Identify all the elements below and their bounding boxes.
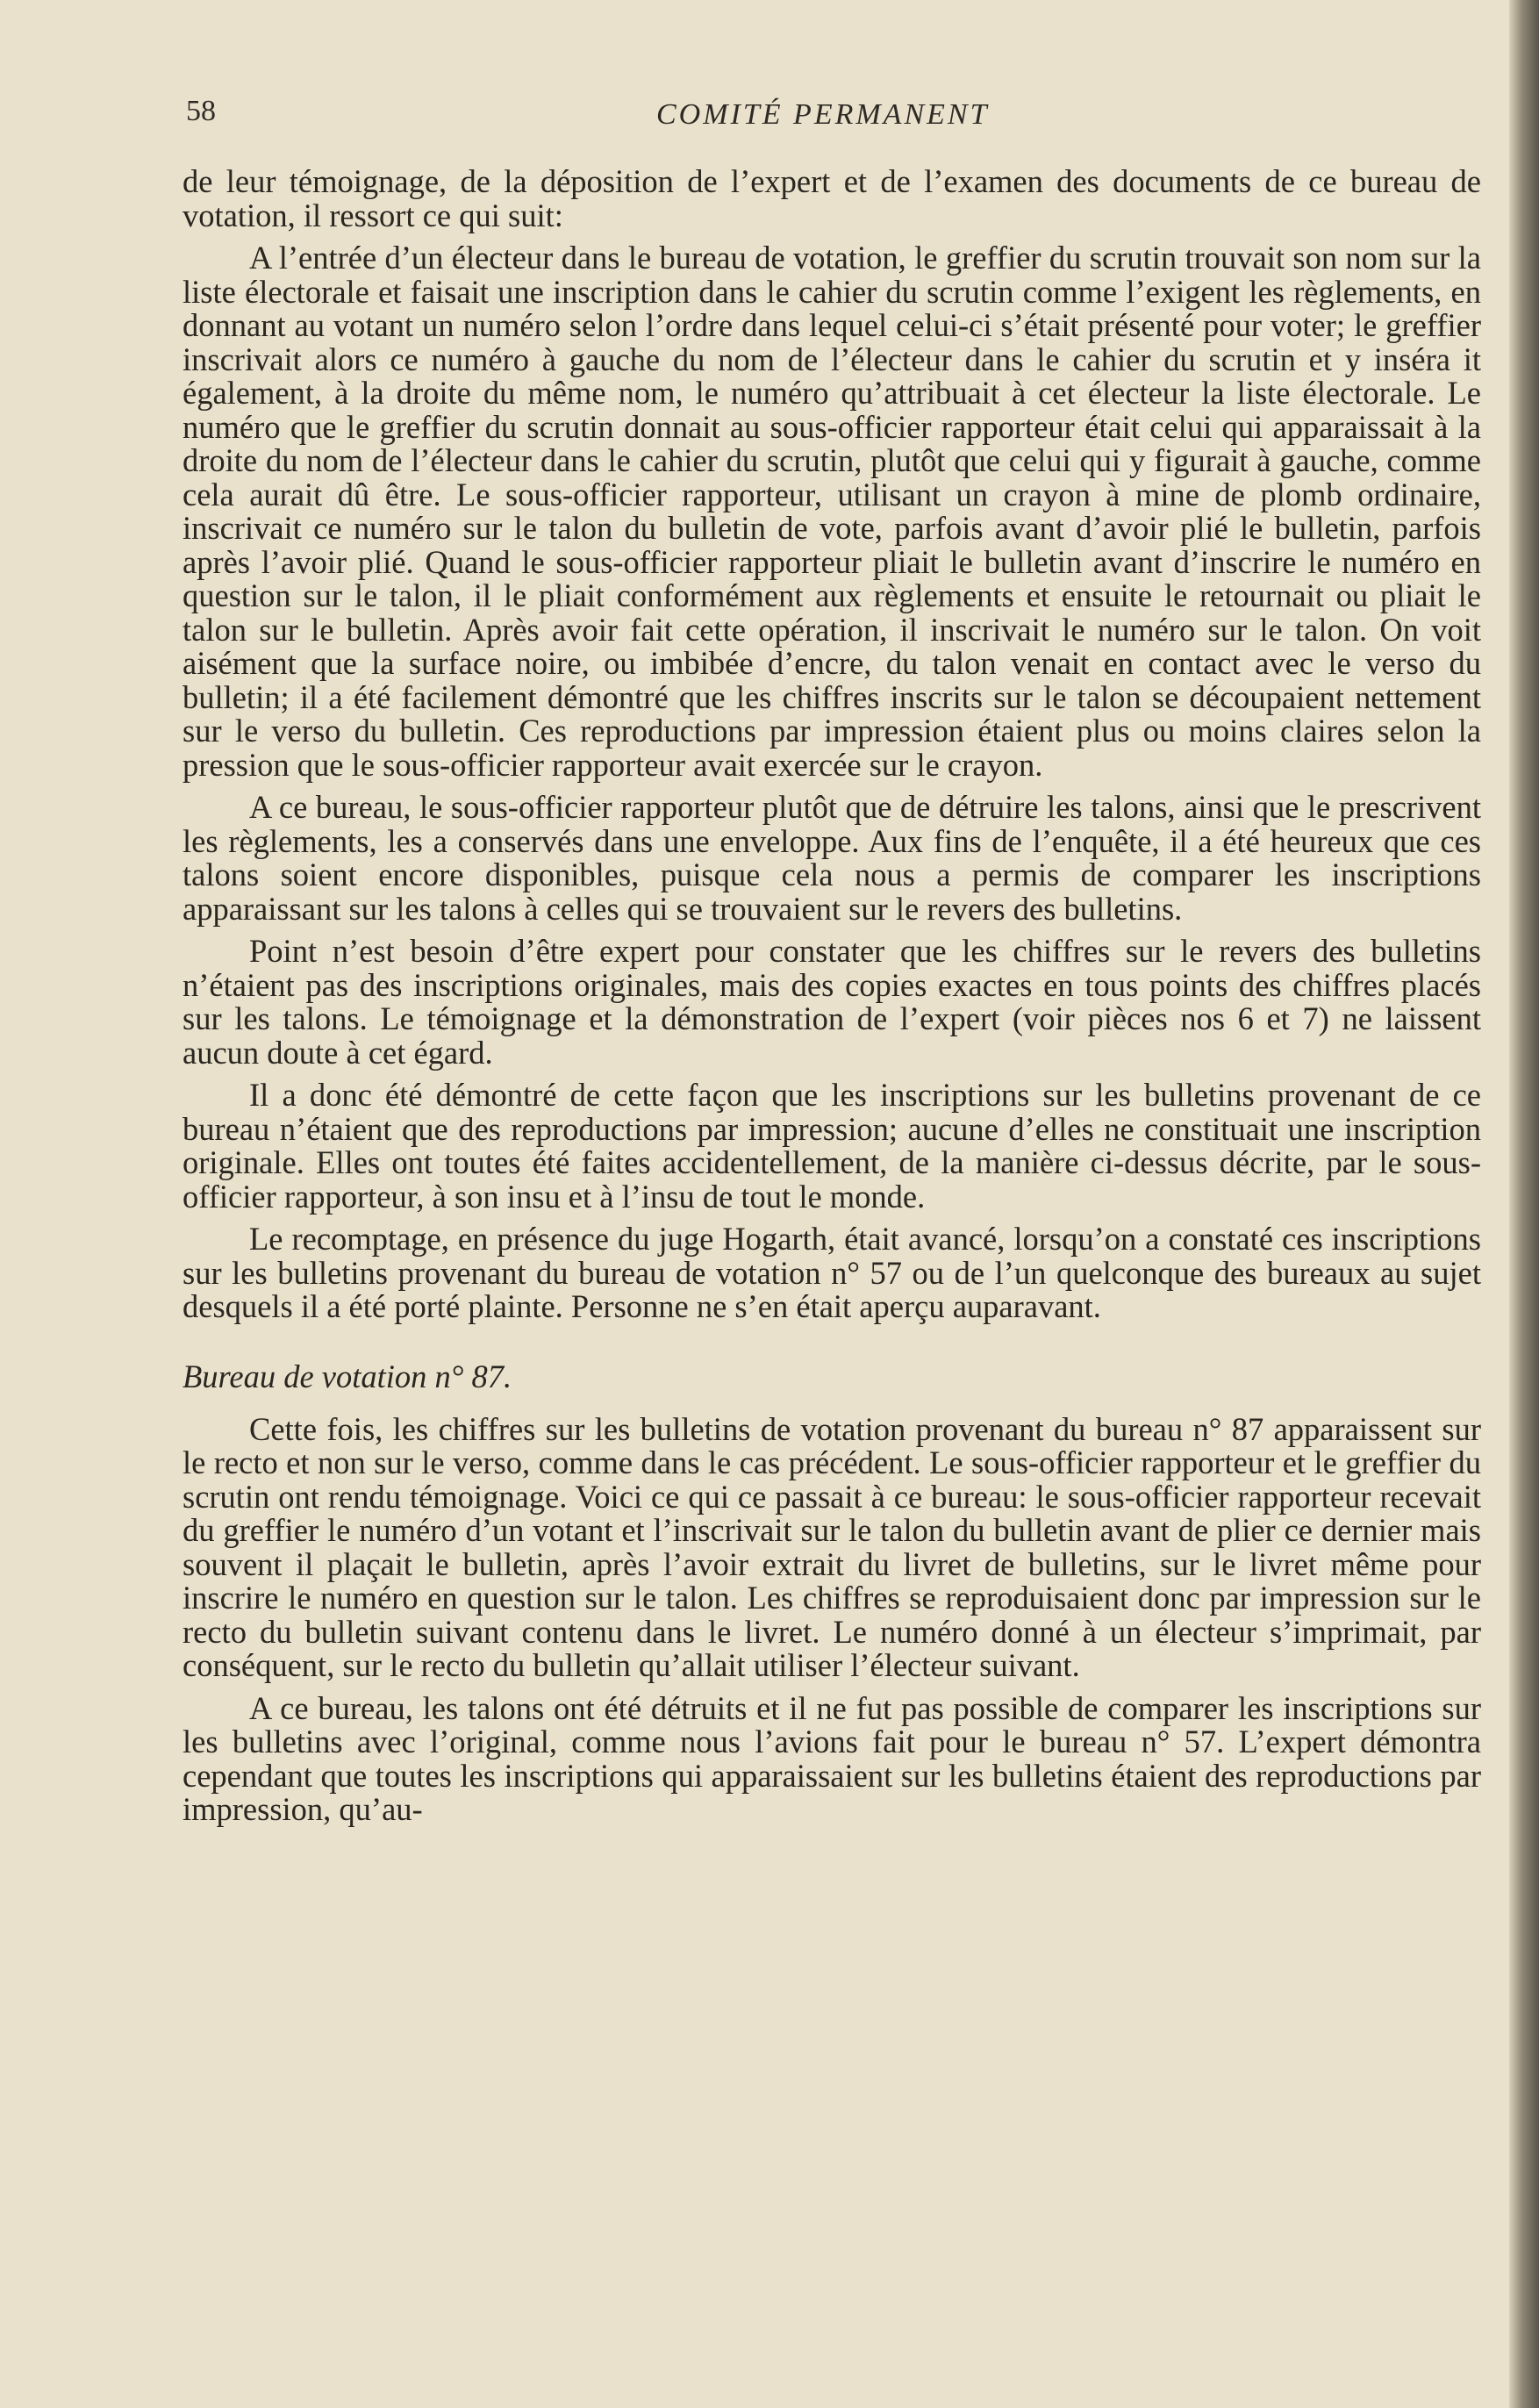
page-header [183,95,1481,147]
running-head: COMITÉ PERMANENT [656,98,990,131]
page-edge-shadow [1509,0,1539,2408]
paragraph-5: Il a donc été démontré de cette façon que les inscriptions sur les bulletins provenant de ce bureau n’étaient que des reproductions par impression; aucune d’elles ne constituait une inscription originale. Elles ont toutes été faites accidentellement, de la manière ci-dessus décrite, par le sous-officier rapporteur, à son insu et à l’insu de tout le monde. [183,1077,1481,1215]
paragraph-4: Point n’est besoin d’être expert pour constater que les chiffres sur le revers des bulletins n’étaient pas des inscriptions originales, mais des copies exactes en tous points des chiffres placés sur les talons. Le témoignage et la démonstration de l’expert (voir pièces nos 6 et 7) ne laissent aucun doute à cet égard. [183,933,1481,1071]
paragraph-2: A l’entrée d’un électeur dans le bureau de votation, le greffier du scrutin trouvait son nom sur la liste électorale et faisait une inscription dans le cahier du scrutin comme l’exigent les règlements, en donnant au votant un numéro selon l’ordre dans lequel celui-ci s’était présenté pour voter; le greffier inscrivait alors ce numéro à gauche du nom de l’électeur dans le cahier du scrutin et y inséra it également, à la droite du même nom, le numéro qu’attribuait à cet électeur la liste électorale. Le numéro que le greffier du scrutin donnait au sous-officier rapporteur était celui qui apparaissait à la droite du nom de l’électeur dans le cahier du scrutin, plutôt que celui qui y figurait à gauche, comme cela aurait dû être. Le sous-officier rapporteur, utilisant un crayon à mine de plomb ordinaire, inscrivait ce numéro sur le talon du bulletin de vote, parfois avant d’avoir plié le bulletin, parfois après l’avoir plié. Quand le sous-officier rapporteur pliait le bulletin avant d’inscrire le numéro en question sur le talon, il le pliait conformément aux règlements et ensuite le retournait ou pliait le talon sur le bulletin. Après avoir fait cette opération, il inscrivait le numéro sur le talon. On voit aisément que la surface noire, ou imbibée d’encre, du talon venait en contact avec le verso du bulletin; il a été facilement démontré que les chiffres inscrits sur le talon se découpaient nettement sur le verso du bulletin. Ces reproductions par impression étaient plus ou moins claires selon la pression que le sous-officier rapporteur avait exercée sur le crayon. [183,240,1481,783]
paragraph-1: de leur témoignage, de la déposition de l’expert et de l’examen des documents de ce bureau de votation, il ressort ce qui suit: [183,163,1481,233]
paragraph-3: A ce bureau, le sous-officier rapporteur plutôt que de détruire les talons, ainsi que le prescrivent les règlements, les a conservés dans une enveloppe. Aux fins de l’enquête, il a été heureux que ces talons soient encore disponibles, puisque cela nous a permis de comparer les inscriptions apparaissant sur les talons à celles qui se trouvaient sur le revers des bulletins. [183,789,1481,927]
body-text [183,165,1481,1836]
paragraph-7: Cette fois, les chiffres sur les bulletins de votation provenant du bureau n° 87 apparaissent sur le recto et non sur le verso, comme dans le cas précédent. Le sous-officier rapporteur et le greffier du scrutin ont rendu témoignage. Voici ce qui ce passait à ce bureau: le sous-officier rapporteur recevait du greffier le numéro d’un votant et l’inscrivait sur le talon du bulletin avant de plier ce dernier mais souvent il plaçait le bulletin, après l’avoir extrait du livret de bulletins, sur le livret même pour inscrire le numéro en question sur le talon. Les chiffres se reproduisaient donc par impression sur le recto du bulletin suivant contenu dans le livret. Le numéro donné à un électeur s’imprimait, par conséquent, sur le recto du bulletin qu’allait utiliser l’électeur suivant. [183,1410,1481,1683]
page-number: 58 [186,95,216,127]
paragraph-6: Le recomptage, en présence du juge Hogarth, était avancé, lorsqu’on a constaté ces inscriptions sur les bulletins provenant du bureau de votation n° 57 ou de l’un quelconque des bureaux au sujet desquels il a été porté plainte. Personne ne s’en était aperçu auparavant. [183,1221,1481,1324]
section-heading: Bureau de votation n° 87. [183,1358,512,1394]
paragraph-8: A ce bureau, les talons ont été détruits et il ne fut pas possible de comparer les inscriptions sur les bulletins avec l’original, comme nous l’avions fait pour le bureau n° 57. L’expert démontra cependant que toutes les inscriptions qui apparaissaient sur les bulletins étaient des reproductions par impression, qu’au- [183,1689,1481,1827]
